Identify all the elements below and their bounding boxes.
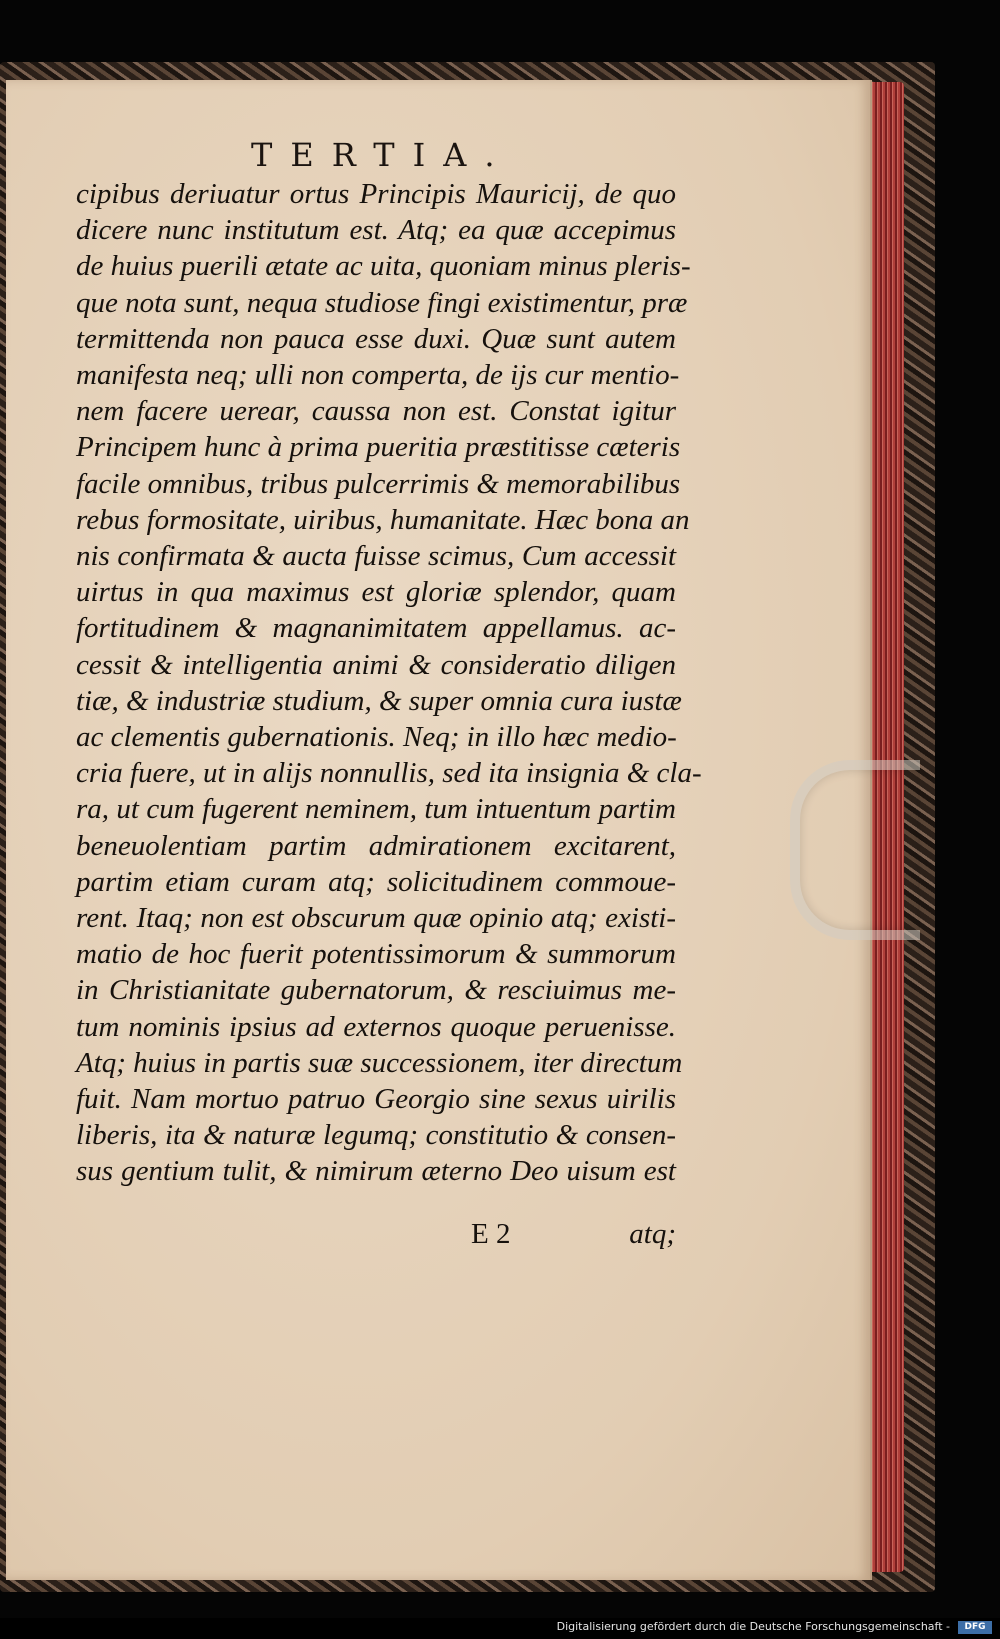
text-line: Principem hunc à prima pueritia præstitisse cæteris: [76, 431, 681, 464]
text-line: uirtus in qua maximus est gloriæ splendor, quam: [76, 576, 676, 609]
text-line: fortitudinem & magnanimitatem appellamus. ac-: [76, 612, 676, 645]
catchword: atq;: [629, 1218, 676, 1250]
running-header: TERTIA.: [251, 136, 513, 174]
text-line: in Christianitate gubernatorum, & resciuimus me-: [76, 974, 676, 1007]
text-line: Atq; huius in partis suæ successionem, iter directum: [76, 1046, 683, 1079]
signature-mark: E 2: [471, 1218, 511, 1250]
text-line: nem facere uerear, caussa non est. Constat igitur: [76, 395, 676, 428]
book-page: [6, 80, 872, 1580]
text-line: de huius puerili ætate ac uita, quoniam minus pleris-: [76, 250, 691, 283]
text-line: cessit & intelligentia animi & consideratio diligen: [76, 648, 676, 681]
text-line: manifesta neq; ulli non comperta, de ijs cur mentio-: [76, 359, 680, 392]
text-line: matio de hoc fuerit potentissimorum & summorum: [76, 938, 676, 971]
dfg-logo-icon: DFG: [958, 1621, 992, 1634]
text-line: tum nominis ipsius ad externos quoque peruenisse.: [76, 1010, 676, 1043]
page-clip: [790, 760, 920, 940]
text-line: nis confirmata & aucta fuisse scimus, Cum accessit: [76, 540, 676, 573]
text-line: rebus formositate, uiribus, humanitate. Hæc bona an: [76, 503, 690, 536]
text-line: cria fuere, ut in alijs nonnullis, sed ita insignia & cla-: [76, 757, 702, 790]
text-line: facile omnibus, tribus pulcerrimis & memorabilibus: [76, 467, 681, 500]
credit-bar: [0, 1618, 1000, 1639]
funding-credit: Digitalisierung gefördert durch die Deutsche Forschungsgemeinschaft -: [556, 1620, 950, 1633]
text-line: beneuolentiam partim admirationem excitarent,: [76, 829, 676, 862]
text-line: sus gentium tulit, & nimirum æterno Deo uisum est: [76, 1155, 676, 1188]
text-line: tiæ, & industriæ studium, & super omnia cura iustæ: [76, 684, 682, 717]
text-line: rent. Itaq; non est obscurum quæ opinio atq; existi-: [76, 902, 676, 935]
text-line: ra, ut cum fugerent neminem, tum intuentum partim: [76, 793, 676, 826]
text-line: ac clementis gubernationis. Neq; in illo hæc medio-: [76, 721, 677, 754]
text-line: fuit. Nam mortuo patruo Georgio sine sexus uirilis: [76, 1083, 676, 1116]
text-line: partim etiam curam atq; solicitudinem commoue-: [76, 865, 676, 898]
text-line: dicere nunc institutum est. Atq; ea quæ accepimus: [76, 214, 676, 247]
page-body: [76, 176, 702, 1190]
text-line: que nota sunt, nequa studiose fingi existimentur, præ: [76, 286, 688, 319]
text-line: liberis, ita & naturæ legumq; constitutio & consen-: [76, 1119, 676, 1152]
text-line: termittenda non pauca esse duxi. Quæ sunt autem: [76, 322, 676, 355]
text-line: cipibus deriuatur ortus Principis Mauricij, de quo: [76, 178, 676, 210]
